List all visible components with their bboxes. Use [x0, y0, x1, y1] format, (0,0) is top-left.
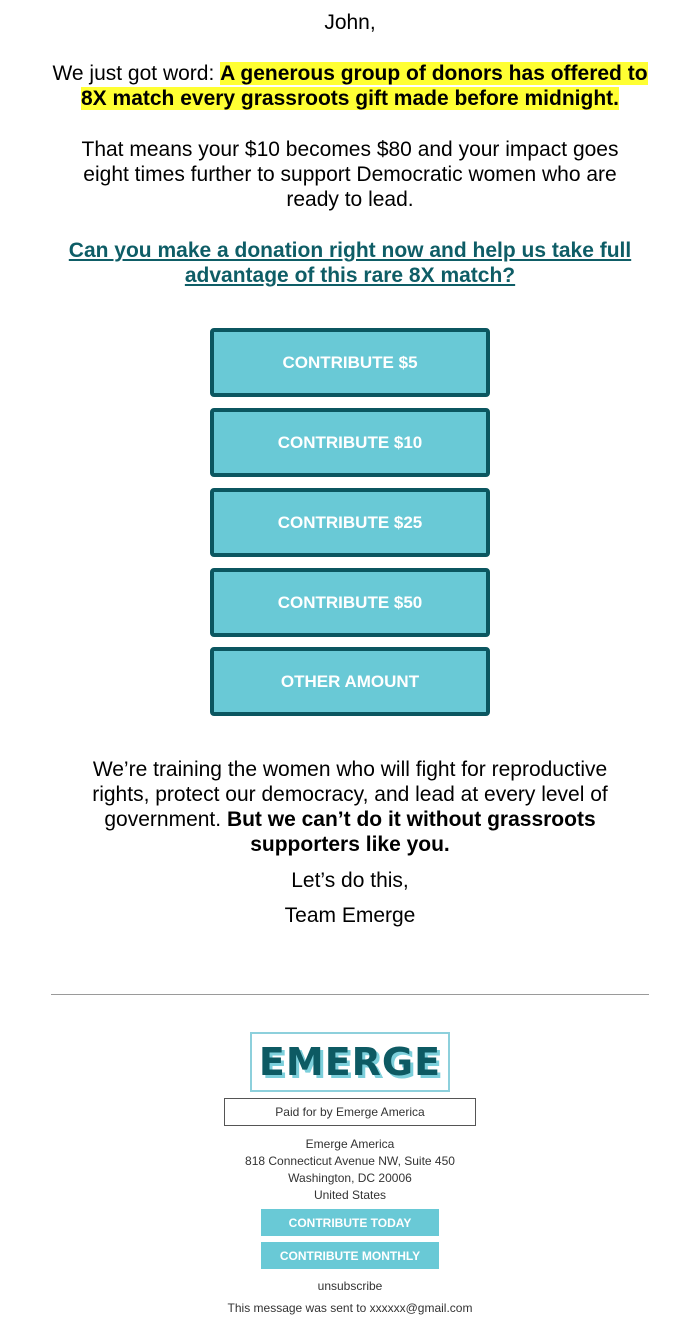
unsubscribe-link[interactable]: unsubscribe	[317, 1279, 383, 1293]
greeting: John,	[324, 11, 376, 34]
donation-ask-link[interactable]: Can you make a donation right now and help us take full advantage of this rare 8X match?	[68, 239, 632, 287]
intro-highlight: A generous group of donors has offered to 8X match every grassroots gift made before midnight.	[81, 62, 648, 110]
training-text: We’re training the women who will fight for reproductive rights, protect our democracy, and lead at every level of government.	[92, 758, 608, 831]
emerge-logo[interactable]	[250, 1032, 450, 1092]
training-paragraph	[70, 757, 630, 857]
address-city: Washington, DC 20006	[288, 1171, 412, 1185]
contribute-50-button[interactable]: CONTRIBUTE $50	[210, 568, 490, 637]
footer-divider	[51, 994, 649, 995]
logo-text: EMERGE	[258, 1040, 442, 1084]
signature: Team Emerge	[284, 904, 416, 927]
sent-to-notice: This message was sent to xxxxxx@gmail.com	[227, 1301, 473, 1315]
training-bold: But we can’t do it without grassroots supporters like you.	[226, 808, 596, 856]
contribute-today-button[interactable]: CONTRIBUTE TODAY	[261, 1209, 439, 1236]
address-country: United States	[313, 1188, 387, 1202]
other-amount-button[interactable]: OTHER AMOUNT	[210, 647, 490, 716]
contribute-10-button[interactable]: CONTRIBUTE $10	[210, 408, 490, 477]
address-street: 818 Connecticut Avenue NW, Suite 450	[245, 1154, 455, 1168]
address-org: Emerge America	[305, 1137, 395, 1151]
match-explanation: That means your $10 becomes $80 and your impact goes eight times further to support Democratic women who are ready to lead.	[81, 138, 619, 211]
contribute-5-button[interactable]: CONTRIBUTE $5	[210, 328, 490, 397]
paid-for-disclaimer: Paid for by Emerge America	[224, 1098, 476, 1126]
signoff-line: Let’s do this,	[291, 869, 409, 892]
contribute-monthly-button[interactable]: CONTRIBUTE MONTHLY	[261, 1242, 439, 1269]
contribute-25-button[interactable]: CONTRIBUTE $25	[210, 488, 490, 557]
intro-prefix: We just got word:	[52, 62, 221, 85]
intro-paragraph	[50, 61, 650, 111]
